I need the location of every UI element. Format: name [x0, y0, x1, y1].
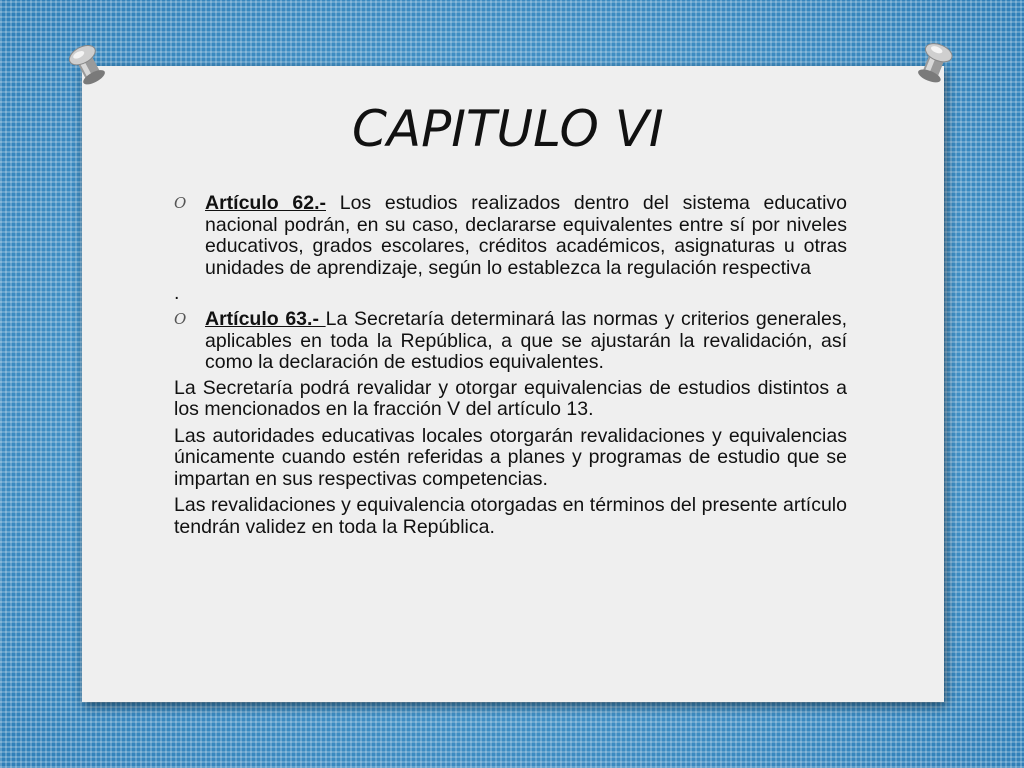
bullet-article-62	[174, 193, 847, 279]
bullet-marker: O	[174, 310, 187, 328]
separator-dot: .	[174, 282, 180, 304]
bullet-marker: O	[174, 194, 187, 212]
article-label: Artículo 63.-	[205, 308, 326, 330]
article-label: Artículo 62.-	[205, 192, 326, 214]
slide-content	[174, 193, 847, 543]
bullet-article-63	[174, 309, 847, 374]
article-text: La Secretaría determinará las normas y criterios generales, aplicables en toda la República, a que se ajustarán la revalidación, así como la declaración de estudios equivalentes.	[205, 308, 847, 373]
paragraph: Las revalidaciones y equivalencia otorgadas en términos del presente artículo tendrán validez en toda la República.	[174, 494, 847, 538]
article-text: Los estudios realizados dentro del sistema educativo nacional podrán, en su caso, declararse equivalentes entre sí por niveles educativos, grados escolares, créditos académicos, asignaturas u otras unidades de aprendizaje, según lo establezca la regulación respectiva	[205, 192, 847, 279]
paragraph: Las autoridades educativas locales otorgarán revalidaciones y equivalencias únicamente cuando estén referidas a planes y programas de estudio que se impartan en sus respectivas competencias.	[174, 424, 847, 490]
slide-title: CAPITULO VI	[352, 100, 664, 158]
paragraph: La Secretaría podrá revalidar y otorgar equivalencias de estudios distintos a los mencionados en la fracción V del artículo 13.	[174, 376, 847, 420]
